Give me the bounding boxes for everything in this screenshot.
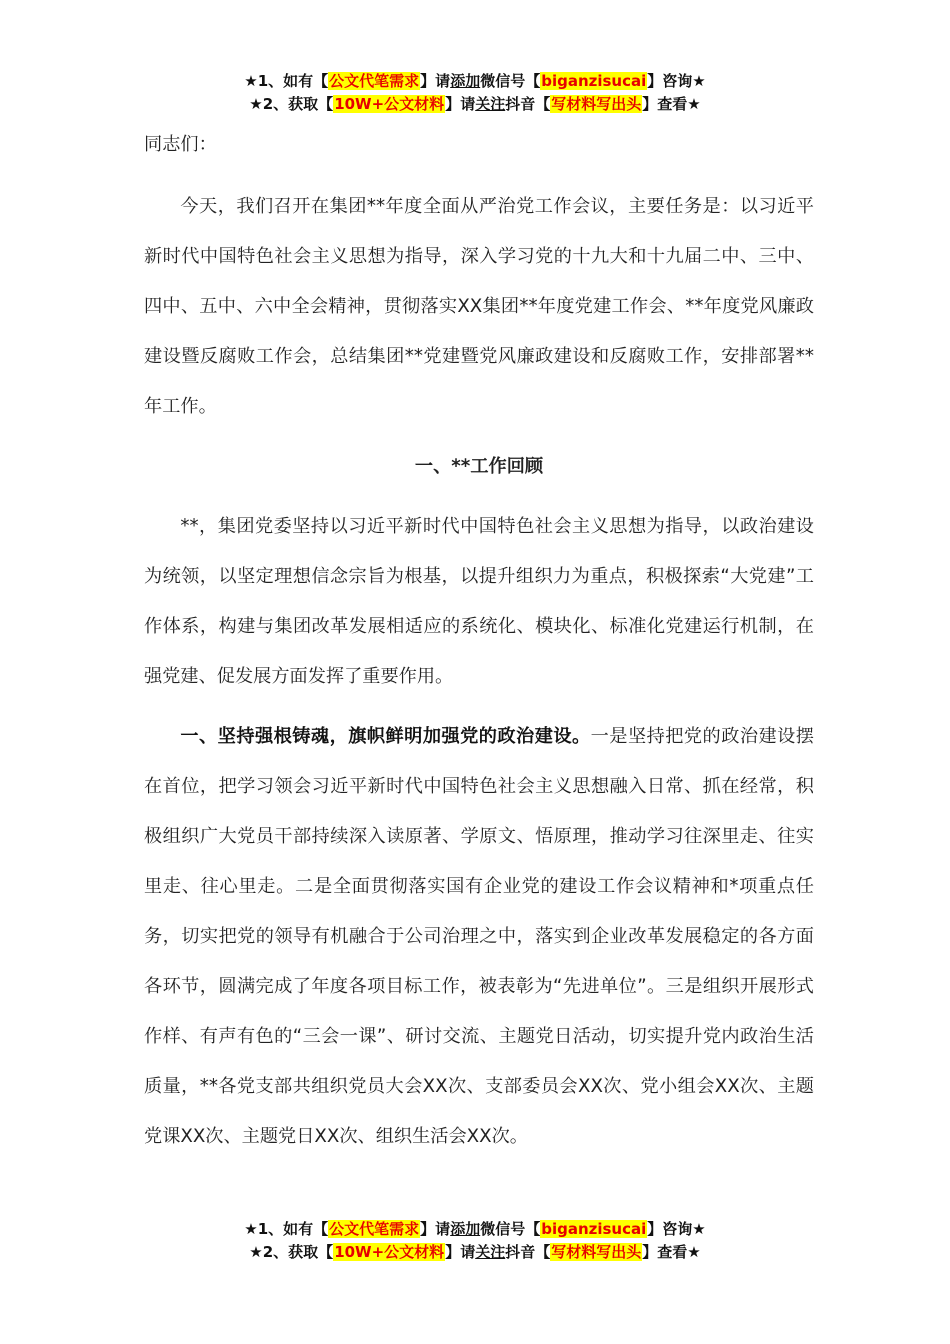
- banner-highlight: biganzisucai: [541, 72, 647, 90]
- banner-line-2: [0, 93, 950, 116]
- section-heading: 一、**工作回顾: [414, 456, 544, 477]
- banner-text: 】请: [420, 72, 451, 90]
- bottom-banner: [0, 1218, 950, 1264]
- banner-line-1: [0, 70, 950, 93]
- banner-text: ★2、获取【: [249, 1243, 334, 1261]
- banner-highlight: 写材料写出头: [551, 1243, 642, 1261]
- banner-line-1: [0, 1218, 950, 1241]
- banner-highlight: 10W+公文材料: [334, 95, 445, 113]
- banner-text: 抖音【: [505, 95, 551, 113]
- banner-highlight: 公文代笔需求: [329, 72, 420, 90]
- paragraph-body: 一是坚持把党的政治建设摆在首位，把学习领会习近平新时代中国特色社会主义思想融入日常、抓在经常，积极组织广大党员干部持续深入读原著、学原文、悟原理，推动学习往深里走、往实里走、往心里走。二是全面贯彻落实国有企业党的建设工作会议精神和*项重点任务，切实把党的领导有机融合于公司治理之中，落实到企业改革发展稳定的各方面各环节，圆满完成了年度各项目标工作，被表彰为“先进单位”。三是组织开展形式作样、有声有色的“三会一课”、研讨交流、主题党日活动，切实提升党内政治生活质量，**各党支部共组织党员大会XX次、支部委员会XX次、党小组会XX次、主题党课XX次、主题党日XX次、组织生活会XX次。: [144, 726, 814, 1147]
- banner-text: 】查看★: [642, 1243, 701, 1261]
- banner-highlight: 10W+公文材料: [334, 1243, 445, 1261]
- banner-highlight: 公文代笔需求: [329, 1220, 420, 1238]
- paragraph-review: **，集团党委坚持以习近平新时代中国特色社会主义思想为指导，以政治建设为统领，以坚定理想信念宗旨为根基，以提升组织力为重点，积极探索“大党建”工作体系，构建与集团改革发展相适应的系统化、模块化、标准化党建运行机制，在强党建、促发展方面发挥了重要作用。: [144, 516, 814, 687]
- banner-text: 】咨询★: [647, 1220, 706, 1238]
- banner-highlight: 写材料写出头: [551, 95, 642, 113]
- paragraph-political-building: [144, 712, 814, 1162]
- banner-underline: 关注: [475, 1243, 506, 1261]
- banner-underline: 添加: [450, 72, 481, 90]
- banner-underline: 关注: [475, 95, 506, 113]
- banner-text: 】查看★: [642, 95, 701, 113]
- banner-text: 】请: [445, 95, 476, 113]
- banner-text: ★1、如有【: [244, 72, 329, 90]
- banner-text: 】请: [445, 1243, 476, 1261]
- greeting: 同志们：: [144, 134, 217, 155]
- banner-text: 】咨询★: [647, 72, 706, 90]
- document-body: [144, 182, 814, 1162]
- banner-text: ★1、如有【: [244, 1220, 329, 1238]
- banner-line-2: [0, 1241, 950, 1264]
- banner-text: 抖音【: [505, 1243, 551, 1261]
- paragraph-lead: 一、坚持强根铸魂，旗帜鲜明加强党的政治建设。: [180, 726, 591, 747]
- banner-highlight: biganzisucai: [541, 1220, 647, 1238]
- banner-text: 微信号【: [480, 72, 541, 90]
- banner-text: 】请: [420, 1220, 451, 1238]
- top-banner: [0, 70, 950, 116]
- banner-text: 微信号【: [480, 1220, 541, 1238]
- banner-text: ★2、获取【: [249, 95, 334, 113]
- paragraph-intro: 今天，我们召开在集团**年度全面从严治党工作会议，主要任务是：以习近平新时代中国特色社会主义思想为指导，深入学习党的十九大和十九届二中、三中、四中、五中、六中全会精神，贯彻落实XX集团**年度党建工作会、**年度党风廉政建设暨反腐败工作会，总结集团**党建暨党风廉政建设和反腐败工作，安排部署**年工作。: [144, 196, 814, 417]
- banner-underline: 添加: [450, 1220, 481, 1238]
